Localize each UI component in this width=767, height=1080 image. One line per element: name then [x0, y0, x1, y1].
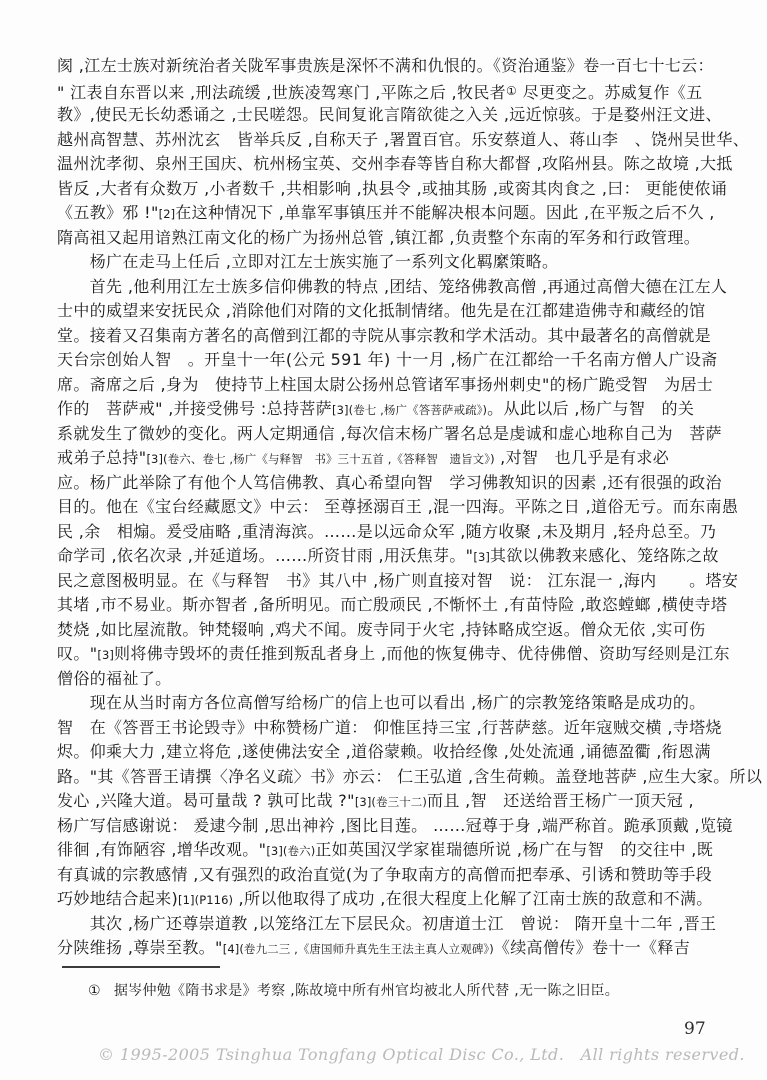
text-segment: 而且 ,智 还送给晋王杨广一顶天冠 ,	[427, 791, 694, 810]
text-segment: ,对智 也几乎是有求必	[494, 448, 670, 467]
page-number: 97	[684, 1019, 706, 1039]
text-segment: 焚烧 ,如比屋流散。钟梵辍响 ,鸡犬不闻。废寺同于火宅 ,持钵略成空返。僧众无依 ,实可伤	[57, 619, 706, 639]
text-line	[57, 667, 715, 692]
text-segment: 士中的威望来安抚民众 ,消除他们对隋的文化抵制情绪。他先是在江都建造佛寺和藏经的馆	[57, 301, 706, 320]
text-segment: 尽更变之。苏威复作《五	[517, 82, 703, 102]
text-line	[57, 226, 715, 251]
text-segment: 其次 ,杨广还尊崇道教 ,以笼络江左下层民众。初唐道士江 曾说： 隋开皇十二年 ,晋王	[57, 913, 717, 933]
text-segment: 叹。"	[57, 644, 98, 663]
citation-ref: [4](卷九二三 ,《唐国师升真先生王法主真人立观碑》)	[222, 942, 494, 956]
text-segment: 戒弟子总持"	[57, 448, 147, 467]
citation-ref: [3]	[97, 648, 115, 662]
text-segment: 烬。仰乘大力 ,建立将危 ,遂使佛法安全 ,道俗蒙赖。收拾经像 ,处处流通 ,诵德盈衢 ,衔恩满	[57, 742, 711, 761]
text-segment: 徘徊 ,有饰陋容 ,增华改观。"	[57, 840, 267, 859]
text-segment: 。从此以后 ,杨广与智 的关	[487, 399, 695, 418]
text-segment: 作的 菩萨戒" ,并接受佛号 :总持菩萨	[57, 399, 333, 418]
text-segment: 目的。他在《宝台经藏愿文》中云： 至尊拯溺百王 ,混一四海。平陈之日 ,道俗无亏。而东南愚	[57, 497, 739, 516]
text-line	[57, 103, 722, 128]
footnote-marker: ①	[88, 983, 101, 999]
text-segment: 《续高僧传》卷十一《释吉	[493, 938, 691, 957]
text-segment: 杨广在走马上任后 ,立即对江左士族实施了一系列文化羁縻策略。	[57, 252, 559, 271]
text-segment: " 江表自东晋以来 ,刑法疏缓 ,世族凌驾寒门 ,平陈之后 ,牧民者	[57, 82, 507, 102]
text-segment: 智 在《答晋王书论毁寺》中称赞杨广道： 仰惟匡持三宝 ,行菩萨慈。近年寇贼交横 ,寺塔烧	[57, 717, 722, 737]
footnote-ref: ①	[506, 83, 518, 98]
text-segment: 应。杨广此举除了有他个人笃信佛教、真心希望向智 学习佛教知识的因素 ,还有很强的政治	[57, 472, 722, 492]
text-segment: 巧妙地结合起来)	[57, 889, 179, 908]
text-line	[57, 54, 715, 79]
text-line	[57, 887, 715, 912]
footnote	[88, 980, 619, 1000]
text-line	[57, 152, 733, 177]
text-line	[57, 814, 733, 839]
text-line	[57, 471, 722, 496]
text-line	[57, 348, 718, 373]
footnote-separator	[62, 966, 220, 968]
text-segment: 民之意图极明显。在《与释智 书》其八中 ,杨广则直接对智 说： 江东混一 ,海内 。塔安	[57, 570, 739, 590]
text-line	[57, 299, 715, 324]
text-segment: 僧俗的福祉了。	[57, 668, 172, 688]
text-line	[57, 275, 728, 300]
text-segment: 首先 ,他利用江左士族多信仰佛教的特点 ,团结、笼络佛教高僧 ,再通过高僧大德在江左人	[57, 276, 728, 296]
text-line	[57, 446, 715, 471]
text-line	[57, 324, 715, 349]
text-segment: 系就发生了微妙的变化。两人定期通信 ,每次信末杨广署名总是虔诚和虚心地称自己为 菩萨	[57, 423, 722, 443]
text-line	[57, 520, 715, 545]
citation-ref: [3](卷七 ,杨广《答菩萨戒疏》)	[332, 403, 488, 417]
text-line	[57, 544, 719, 569]
text-segment: 命学司 ,依名次录 ,并延道场。……所资甘雨 ,用沃焦芽。"	[57, 546, 474, 565]
text-line	[57, 936, 715, 961]
text-line	[57, 642, 730, 667]
text-line	[57, 838, 715, 863]
text-segment: 温州沈孝彻、泉州王国庆、杭州杨宝英、交州李春等皆自称大都督 ,攻陷州县。陈之故境 ,大抵	[57, 154, 733, 173]
citation-ref: [2]	[158, 207, 176, 221]
copyright-footer: © 1995-2005 Tsinghua Tongfang Optical Disc Co., Ltd. All rights reserved.	[98, 1045, 745, 1064]
text-segment: ,所以他取得了成功 ,在很大程度上化解了江南士族的敌意和不满。	[233, 889, 713, 908]
text-segment: 有真诚的宗教感情 ,又有强烈的政治直觉(为了争取南方的高僧而把奉承、引诱和赞助等手段	[57, 864, 713, 884]
text-segment: 现在从当时南方各位高僧写给杨广的信上也可以看出 ,杨广的宗教笼络策略是成功的。	[57, 693, 706, 712]
text-line	[57, 716, 722, 741]
text-line	[57, 765, 763, 790]
text-line	[57, 618, 715, 643]
text-line	[57, 912, 715, 937]
body-text	[57, 54, 763, 961]
text-segment: 分陕维扬 ,尊崇至教。"	[57, 938, 223, 957]
text-line	[57, 201, 715, 226]
text-line	[57, 250, 715, 275]
text-segment: 天台宗创始人智 。开皇十一年(公元 591 年) 十一月 ,杨广在江都给一千名南方僧人广设斋	[57, 350, 718, 369]
text-line	[57, 863, 715, 888]
citation-ref: [1](P116)	[178, 893, 234, 907]
text-segment: 其堵 ,市不易业。斯亦智者 ,备所明见。而亡殷顽民 ,不惭怀土 ,有苗恃险 ,敢恣螳螂 ,横使寺塔	[57, 595, 728, 614]
citation-ref: [3](卷六)	[266, 844, 316, 858]
citation-ref: [3]	[473, 550, 490, 564]
text-segment: 正如英国汉学家崔瑞德所说 ,杨广在与智 的交往中 ,既	[315, 840, 714, 859]
text-segment: 发心 ,兴隆大道。曷可量哉 ? 孰可比哉 ?"	[57, 791, 355, 810]
text-segment: 隋高祖又起用谙熟江南文化的杨广为扬州总管 ,镇江都 ,负责整个东南的军务和行政管理。	[57, 227, 701, 247]
text-segment: 席。斋席之后 ,身为 使持节上柱国太尉公扬州总管诸军事扬州刺史"的杨广跪受智 为居士	[57, 374, 714, 394]
text-segment: 越州高智慧、苏州沈玄 皆举兵反 ,自称天子 ,署置百官。乐安蔡道人、蒋山李 、饶州吴世华、	[57, 129, 750, 149]
text-segment: 教》,使民无长幼悉诵之 ,士民嗟怨。民间复讹言隋欲徙之入关 ,远近惊骇。于是婺州汪文进、	[57, 105, 722, 124]
citation-ref: [3](卷三十二)	[354, 795, 427, 809]
text-segment: 阂 ,江左士族对新统治者关陇军事贵族是深怀不满和仇恨的。《资治通鉴》卷一百七十七云：	[57, 56, 714, 75]
citation-ref: [3](卷六、卷七 ,杨广《与释智 书》三十五首 ,《答释智 遗旨文》)	[146, 452, 495, 466]
text-line	[57, 177, 728, 202]
text-segment: 其欲以佛教来感化、笼络陈之故	[489, 546, 719, 565]
text-segment: 杨广写信感谢说： 爰逮今制 ,思出神衿 ,图比目莲。 ……冠尊于身 ,端严称首。跪承顶戴 ,览镜	[57, 815, 733, 835]
footnote-text: 据岑仲勉《隋书求是》考察 ,陈故境中所有州官均被北人所代替 ,无一陈之旧臣。	[113, 983, 620, 999]
text-line	[57, 397, 715, 422]
text-line	[57, 740, 715, 765]
text-line	[57, 495, 739, 520]
text-line	[57, 593, 728, 618]
text-segment: 《五教》邪 !"	[57, 203, 159, 222]
text-segment: 堂。接着又召集南方著名的高僧到江都的寺院从事宗教和学术活动。其中最著名的高僧就是	[57, 325, 712, 345]
text-line	[57, 569, 739, 594]
text-line	[57, 79, 715, 104]
text-segment: 路。"其《答晋王请撰〈净名义疏〉书》亦云： 仁王弘道 ,含生荷赖。盖登地菩萨 ,应生大家。所以	[57, 766, 763, 786]
text-segment: 在这种情况下 ,单靠军事镇压并不能解决根本问题。因此 ,在平叛之后不久 ,	[175, 203, 715, 222]
text-segment: 则将佛寺毁坏的责任推到叛乱者身上 ,而他的恢复佛寺、优待佛僧、资助写经则是江东	[114, 644, 730, 663]
text-line	[57, 422, 722, 447]
text-line	[57, 789, 715, 814]
text-line	[57, 128, 750, 153]
text-line	[57, 691, 715, 716]
text-segment: 皆反 ,大者有众数万 ,小者数千 ,共相影响 ,执县令 ,或抽其肠 ,或脔其肉食之 ,曰： 更能使侬诵	[57, 178, 728, 198]
text-line	[57, 373, 715, 398]
text-segment: 民 ,余 相煽。爰受庙略 ,重清海滨。……是以远命众军 ,随方收聚 ,未及期月 ,轻舟总至。乃	[57, 521, 717, 541]
